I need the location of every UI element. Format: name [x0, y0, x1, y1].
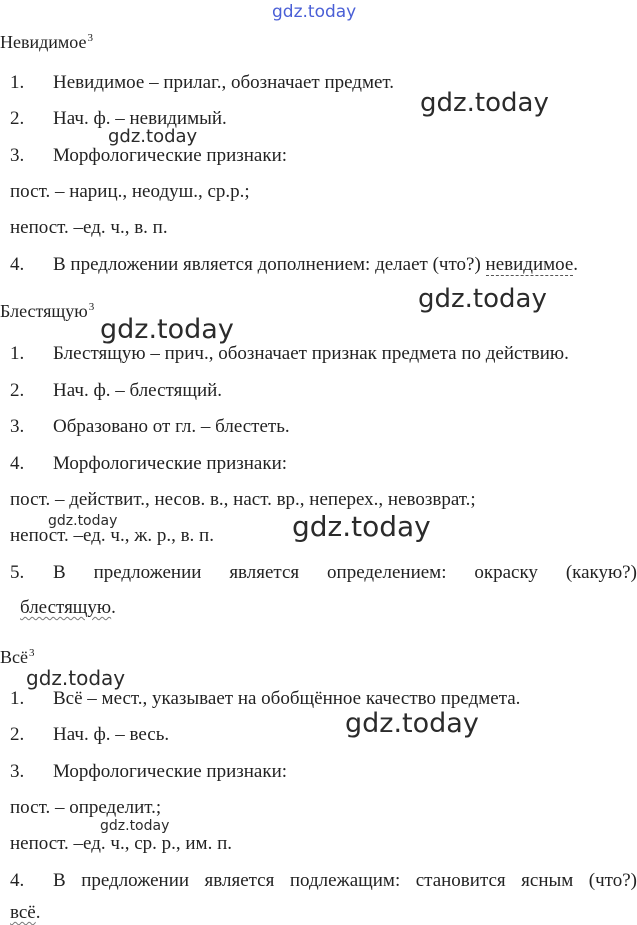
- section-heading: Блестящую$^3$: [0, 301, 95, 321]
- word: В: [53, 562, 66, 583]
- item-text: Морфологические признаки:: [53, 145, 288, 166]
- footnote-mark: 3: [88, 301, 95, 313]
- watermark: gdz.today: [100, 314, 234, 345]
- watermark: gdz.today: [48, 513, 118, 529]
- watermark: gdz.today: [345, 708, 479, 739]
- item-text-justified: [53, 870, 637, 892]
- item-text: Образовано от гл. – блестеть.: [53, 416, 290, 437]
- item-number: 3.: [10, 145, 25, 166]
- item-text: Нач. ф. – весь.: [53, 724, 170, 745]
- word: становится: [415, 870, 506, 891]
- watermark: gdz.today: [272, 2, 357, 22]
- item-number: 2.: [10, 724, 25, 745]
- item-number: 3.: [10, 761, 25, 782]
- item-number: 1.: [10, 343, 25, 364]
- item-number: 1.: [10, 72, 25, 93]
- item-text: Невидимое – прилаг., обозначает предмет.: [53, 72, 395, 93]
- word: подлежащим:: [289, 870, 401, 891]
- word: ясным: [521, 870, 574, 891]
- item-text: Блестящую – прич., обозначает признак предмета по действию.: [53, 343, 569, 364]
- watermark: gdz.today: [26, 666, 126, 690]
- word: определением:: [327, 562, 447, 583]
- item-number: 2.: [10, 380, 25, 401]
- footnote-mark: 3: [28, 647, 35, 659]
- item-text-continuation: блестящую.: [20, 597, 116, 618]
- item-text: пост. – нариц., неодуш., ср.р.;: [10, 181, 250, 202]
- item-number: 5.: [10, 562, 25, 583]
- item-text: Всё – мест., указывает на обобщённое качество предмета.: [53, 688, 521, 709]
- item-text: Морфологические признаки:: [53, 453, 288, 474]
- footnote-mark: 3: [87, 32, 94, 44]
- item-text: непост. –ед. ч., ср. р., им. п.: [10, 833, 232, 854]
- item-text: непост. –ед. ч., ж. р., в. п.: [10, 525, 214, 546]
- watermark: gdz.today: [418, 284, 547, 314]
- word: является: [229, 562, 300, 583]
- item-number: 1.: [10, 688, 25, 709]
- item-text: Морфологические признаки:: [53, 761, 288, 782]
- underlined-word: всё: [10, 902, 36, 923]
- item-text: Нач. ф. – невидимый.: [53, 108, 227, 129]
- watermark: gdz.today: [420, 88, 549, 118]
- item-number: 4.: [10, 254, 25, 275]
- item-text: пост. – определит.;: [10, 797, 162, 818]
- word: предложении: [93, 562, 202, 583]
- underlined-word: невидимое: [485, 254, 574, 275]
- item-number: 2.: [10, 108, 25, 129]
- watermark: gdz.today: [292, 510, 431, 543]
- watermark: gdz.today: [100, 818, 170, 834]
- word: предложении: [81, 870, 190, 891]
- item-text-continuation: всё.: [10, 902, 41, 923]
- watermark: gdz.today: [108, 126, 198, 147]
- item-text: Нач. ф. – блестящий.: [53, 380, 223, 401]
- underlined-word: блестящую: [20, 597, 112, 618]
- word: окраску: [474, 562, 538, 583]
- item-number: 4.: [10, 453, 25, 474]
- item-number: 4.: [10, 870, 25, 891]
- word: В: [53, 870, 66, 891]
- word: (что?): [588, 870, 637, 891]
- item-text: пост. – действит., несов. в., наст. вр., неперех., невозврат.;: [10, 489, 476, 510]
- item-number: 3.: [10, 416, 25, 437]
- word: (какую?): [565, 562, 637, 583]
- word: является: [204, 870, 275, 891]
- item-text: В предложении является дополнением: делает (что?) невидимое.: [53, 254, 579, 275]
- section-heading: Всё$^3$: [0, 647, 35, 667]
- item-text-justified: [53, 562, 637, 584]
- section-heading: Невидимое$^3$: [0, 32, 94, 52]
- item-text: непост. –ед. ч., в. п.: [10, 217, 168, 238]
